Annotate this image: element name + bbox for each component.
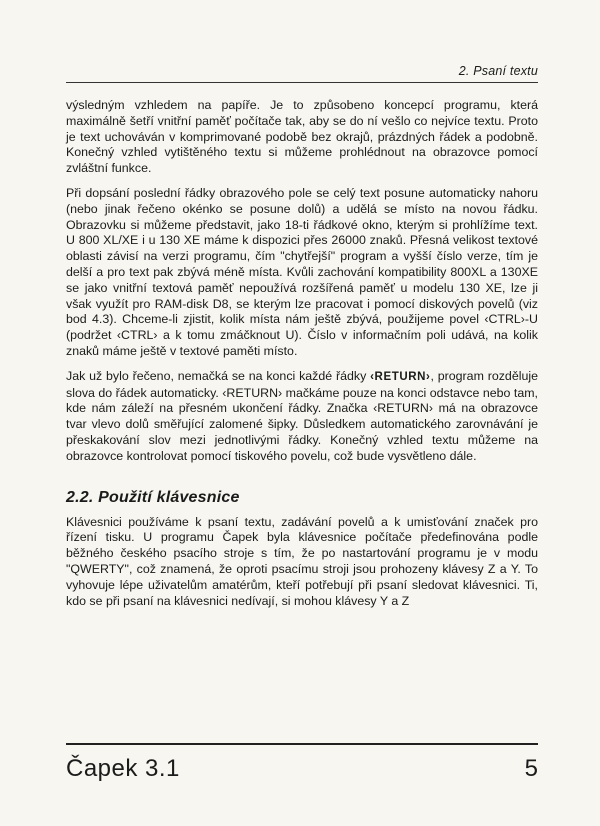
paragraph-3 <box>66 369 538 465</box>
paragraph-4: Klávesnici používáme k psaní textu, zadávání povelů a k umisťování značek pro řízení tisku. U programu Čapek byla klávesnice počítače předefinována podle běžného českého psacího stroje s tím, že po nastartování programu je v modu "QWERTY", což znamená, že oproti psacímu stroji jsou prohozeny klávesy Z a Y. To vyhovuje lépe uživatelům amatérům, kteří potřebují při psaní sledovat klávesnici. Ti, kdo se při psaní na klávesnici nedívají, si mohou klávesy Y a Z <box>66 514 538 608</box>
paragraph-3-text-end: , program rozděluje slova do řádek automaticky. ‹RETURN› mačkáme pouze na konci odstavce nebo tam, kde nám záleží na přesném ukončení řádky. Značka ‹RETURN› má na obrazovce tvar vlevo dolů směřující zalomené šipky. Důsledkem automatického zarovnávání je přeskakování slov mezi jednotlivými řádky. Konečný vzhled textu můžeme na obrazovce kontrolovat pomocí tiskového povelu, což bude vysvětleno dále. <box>66 368 538 463</box>
return-key-label: ‹RETURN› <box>370 370 431 383</box>
paragraph-1: výsledným vzhledem na papíře. Je to způsobeno koncepcí programu, která maximálně šetří vnitřní paměť počítače tak, aby se do ní vešlo co nejvíce textu. Proto je text uchováván v komprimované podobě bez okrajů, prázdných řádek a podobně. Konečný vzhled vytištěného textu si můžeme prohlédnout na obrazovce pomocí zvláštní funkce. <box>66 98 538 176</box>
page-body <box>66 98 538 618</box>
footer-title: Čapek 3.1 <box>66 755 180 782</box>
running-header: 2. Psaní textu <box>458 64 538 78</box>
paragraph-3-text-start: Jak už bylo řečeno, nemačká se na konci každé řádky <box>66 368 371 383</box>
paragraph-2: Při dopsání poslední řádky obrazového pole se celý text posune automaticky nahoru (nebo jinak řečeno okénko se posune dolů) a udělá se místo na novou řádku. Obrazovku si můžeme představit, jako 18-ti řádkové okno, kterým si prohlížíme text. U 800 XL/XE i u 130 XE máme k dispozici přes 26000 znaků. Přesná velikost textové oblasti závisí na verzi programu, čím "chytřejší" program a vyšší číslo verze, tím je delší a pro text pak zbývá méně místa. Kvůli zachování kompatibility 800XL a 130XE se jako vnitřní textová paměť nepoužívá rozšířená paměť u modelu 130 XE, lze ji však využít pro RAM-disk D8, se kterým lze pracovat i pomocí diskových povelů (viz bod 4.3). Chceme-li zjistit, kolik místa nám ještě zbývá, použijeme povel ‹CTRL›-U (podržet ‹CTRL› a k tomu zmáčknout U). Číslo v informačním poli udává, na kolik znaků máme ještě v textové paměti místo. <box>66 185 538 358</box>
footer-divider <box>66 743 538 745</box>
header-divider <box>66 82 538 83</box>
page-number: 5 <box>524 755 538 782</box>
section-heading: 2.2. Použití klávesnice <box>66 488 240 506</box>
